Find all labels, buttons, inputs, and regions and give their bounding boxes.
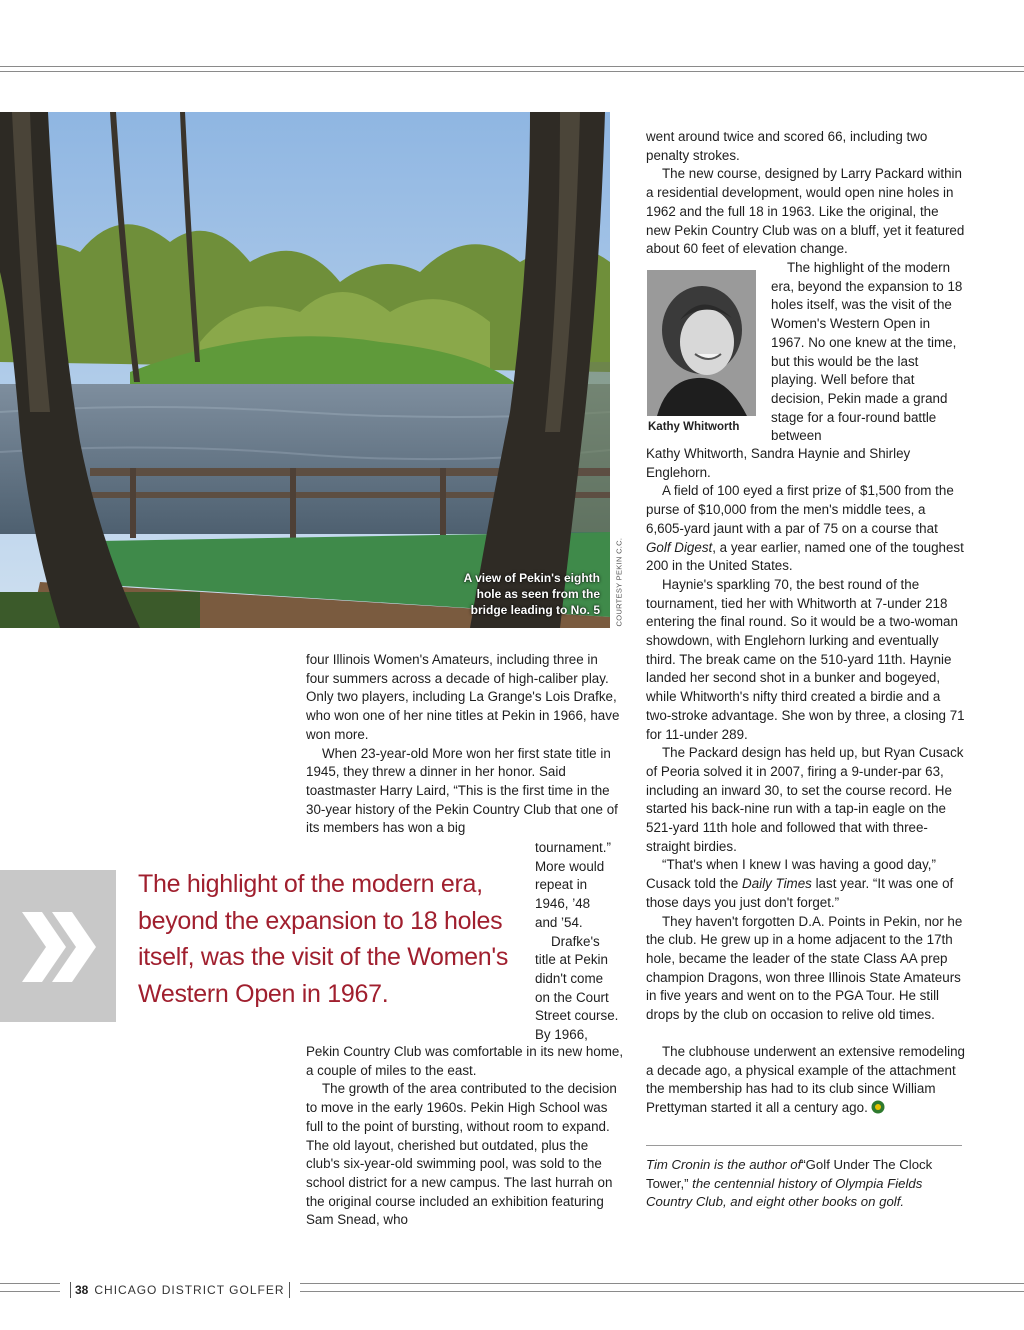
footer-divider [70, 1282, 71, 1298]
middle-column-bottom [306, 1043, 624, 1230]
book-title: “Golf Under The Clock Tower,” [646, 1157, 933, 1191]
course-photo [0, 112, 610, 628]
publication-name: Golf Digest [646, 539, 713, 555]
bio-divider [646, 1145, 962, 1146]
body-paragraph: The Packard design has held up, but Ryan Cusack of Peoria solved it in 2007, firing a 9-under-par 63, including an inward 30, to set the course record. He started his back-nine run with a tap-in eagle on the 521-yard 11th hole and followed that with three-straight birdies. [646, 745, 964, 854]
body-paragraph [646, 856, 966, 912]
right-column-main [646, 445, 966, 1025]
body-line: More would [535, 858, 605, 874]
text-run: The clubhouse underwent an extensive remodeling a decade ago, a physical example of the attachment the membership has had to its club since William Prettyman started it all a century ago. [646, 1044, 965, 1116]
body-paragraph: The growth of the area contributed to the decision to move in the early 1960s. Pekin High School was full to the point of bursting, without room to expand. The old layout, cherished but outdated, plus the club's six-year-old swimming pool, was sold to the school district for a new campus. The last hurrah on the original course included an exhibition featuring Sam Snead, who [306, 1081, 617, 1228]
body-paragraph: The highlight of the modern era, beyond the expansion to 18 holes itself, was the visit of the Women's Western Open in 1967. No one knew at the time, but this would be the last playing. Well before that decision, Pekin made a grand stage for a four-round battle between [771, 260, 963, 444]
body-paragraph [646, 482, 966, 576]
right-column-end [646, 1043, 966, 1118]
footer-divider [289, 1282, 290, 1298]
body-line: repeat in [535, 877, 588, 893]
body-line: 1946, ’48 [535, 896, 591, 912]
pull-quote-box [0, 870, 116, 1022]
middle-column-top [306, 651, 624, 838]
text-run: “That's when I knew I was having a good day,” Cusack told the [646, 857, 936, 892]
body-line: and ’54. [535, 914, 583, 930]
body-line: title at Pekin [535, 952, 608, 968]
body-line: tournament.” [535, 840, 611, 855]
bio-text: Tim Cronin is the author of [646, 1157, 802, 1172]
pull-quote: The highlight of the modern era, beyond the expansion to 18 holes itself, was the visit of the Women's Western Open in 1967. [138, 870, 509, 1008]
body-paragraph: They haven't forgotten D.A. Points in Pekin, nor he the club. He grew up in a home adjacent to the 17th hole, became the leader of the state Class AA prep champion Dragons, won three Illinois State Amateurs in five years and went on to the PGA Tour. He still drops by the club on occasion to relive old times. [646, 913, 963, 1023]
publication-name: Daily Times [742, 876, 812, 892]
body-paragraph: Pekin Country Club was comfortable in its new home, a couple of miles to the east. [306, 1044, 624, 1078]
text-run: A field of 100 eyed a first prize of $1,500 from the purse of $10,000 from the men's middle tees, a 6,605-yard jaunt with a par of 75 on a course that [646, 483, 954, 536]
bio-text: the centennial history of Olympia Fields Country Club, and eight other books on golf. [646, 1175, 923, 1210]
right-column-wrap [771, 259, 966, 446]
body-paragraph: four Illinois Women's Amateurs, including three in four summers across a decade of high-caliber play. Only two players, including La Grange's Lois Drafke, who won one of her nine titles at Pekin in 1966, have won more. [306, 652, 620, 742]
body-line: on the Court [535, 989, 609, 1005]
body-paragraph: Kathy Whitworth, Sandra Haynie and Shirley Englehorn. [646, 446, 911, 480]
publication-name: CHICAGO DISTRICT GOLFER [94, 1283, 285, 1297]
portrait-caption: Kathy Whitworth [648, 421, 740, 433]
page-footer [60, 1279, 300, 1301]
right-column-top [646, 128, 966, 259]
body-paragraph: Haynie's sparkling 70, the best round of the tournament, tied her with Whitworth at 7-under 218 entering the final round. So it would be a two-woman showdown, with Englehorn lurking and eventually third. The break came on the 510-yard 11th. Haynie landed her second shot in a bunker and bogeyed, while Whitworth's nifty third created a birdie and a two-stroke advantage. She won by three, a closing 71 for 11-under 289. [646, 576, 965, 742]
photo-credit-text: COURTESY PEKIN C.C. [614, 537, 624, 627]
body-line: didn't come [535, 970, 604, 986]
body-paragraph: went around twice and scored 66, including two penalty strokes. [646, 129, 928, 163]
body-paragraph [646, 1043, 966, 1118]
header-rule [0, 66, 1024, 67]
body-paragraph: When 23-year-old More won her first state title in 1945, they threw a dinner in her honor. Said toastmaster Harry Laird, “This is the first time in the 30-year history of the Pekin Country Club that one of its members has won a big [306, 745, 618, 836]
lake-scene-illustration [0, 112, 610, 628]
author-bio [646, 1156, 962, 1212]
body-line: Drafke's [551, 933, 600, 949]
portrait-illustration [647, 270, 756, 416]
double-chevron-icon [22, 912, 96, 982]
photo-credit [612, 537, 626, 628]
kathy-whitworth-portrait [647, 270, 756, 416]
text-run: , a year earlier, named one of the toughest 200 in the United States. [646, 539, 964, 574]
photo-caption: A view of Pekin's eighth hole as seen from the bridge leading to No. 5 [463, 571, 600, 617]
body-line: By 1966, [535, 1027, 588, 1043]
end-mark-icon [871, 1100, 885, 1114]
body-line: Street course. [535, 1008, 619, 1024]
middle-column-narrow [535, 839, 627, 1045]
header-rule [0, 71, 1024, 72]
text-run: last year. “It was one of those days you just don't forget.” [646, 876, 954, 910]
page-number: 38 [75, 1283, 89, 1297]
body-paragraph: The new course, designed by Larry Packard within a residential development, would open nine holes in 1962 and the full 18 in 1963. Like the original, the new Pekin Country Club was on a bluff, yet it featured about 60 feet of elevation change. [646, 166, 965, 257]
